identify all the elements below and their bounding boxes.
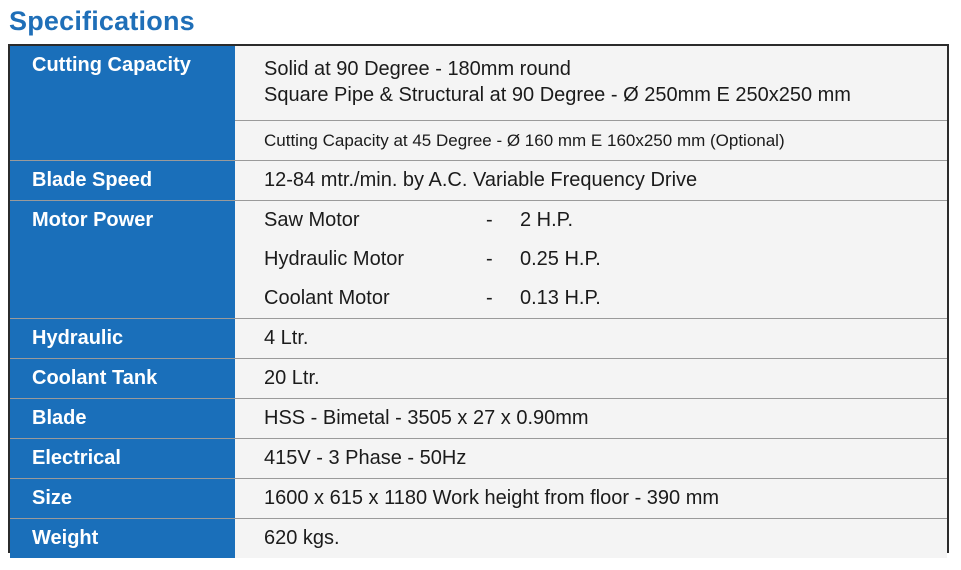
row-values [235, 519, 947, 558]
motor-item [235, 279, 947, 318]
electrical-value: 415V - 3 Phase - 50Hz [264, 447, 467, 469]
label-text: Size [32, 487, 73, 509]
table-row [10, 160, 947, 200]
row-label [10, 201, 235, 318]
label-text: Weight [32, 527, 99, 549]
table-row [10, 46, 947, 160]
label-text: Blade [32, 407, 87, 429]
hydraulic-value: 4 Ltr. [264, 327, 309, 349]
row-values [235, 399, 947, 438]
table-row [10, 518, 947, 558]
motor-item [235, 201, 947, 240]
row-label [10, 319, 235, 358]
cutting-capacity-optional: Cutting Capacity at 45 Degree - Ø 160 mm E 160x250 mm (Optional) [235, 120, 947, 159]
motor-separator: - [486, 287, 493, 309]
coolant-tank-value: 20 Ltr. [264, 367, 320, 389]
blade-speed-value: 12-84 mtr./min. by A.C. Variable Frequency Drive [264, 169, 698, 191]
label-text: Electrical [32, 447, 121, 469]
motor-separator: - [486, 248, 493, 270]
row-label [10, 46, 235, 160]
row-values [235, 319, 947, 358]
label-text: Hydraulic [32, 327, 124, 349]
motor-value: 2 H.P. [520, 209, 573, 231]
table-row [10, 200, 947, 318]
motor-name: Saw Motor [264, 209, 360, 231]
cutting-capacity-line-1: Solid at 90 Degree - 180mm round [264, 58, 571, 80]
label-text: Blade Speed [32, 169, 153, 191]
row-label [10, 479, 235, 518]
table-row [10, 318, 947, 358]
motor-item [235, 240, 947, 279]
table-row [10, 398, 947, 438]
table-row [10, 478, 947, 518]
page-title: Specifications [9, 6, 195, 36]
size-value: 1600 x 615 x 1180 Work height from floor - 390 mm [264, 487, 720, 509]
cutting-capacity-main [235, 46, 947, 120]
table-row [10, 358, 947, 398]
row-label [10, 519, 235, 558]
row-values [235, 479, 947, 518]
weight-value: 620 kgs. [264, 527, 340, 549]
motor-value: 0.25 H.P. [520, 248, 601, 270]
row-label [10, 439, 235, 478]
row-values [235, 46, 947, 160]
blade-value: HSS - Bimetal - 3505 x 27 x 0.90mm [264, 407, 589, 429]
motor-separator: - [486, 209, 493, 231]
row-label [10, 399, 235, 438]
row-values [235, 201, 947, 318]
motor-value: 0.13 H.P. [520, 287, 601, 309]
row-label [10, 161, 235, 200]
row-values [235, 439, 947, 478]
specifications-table [8, 44, 949, 553]
label-text: Motor Power [32, 209, 154, 231]
label-text: Coolant Tank [32, 367, 158, 389]
row-label [10, 359, 235, 398]
row-values [235, 359, 947, 398]
motor-name: Hydraulic Motor [264, 248, 405, 270]
row-values [235, 161, 947, 200]
motor-name: Coolant Motor [264, 287, 390, 309]
label-text: Cutting Capacity [32, 54, 191, 76]
cutting-capacity-line-2: Square Pipe & Structural at 90 Degree - Ø 250mm E 250x250 mm [264, 84, 851, 106]
table-row [10, 438, 947, 478]
